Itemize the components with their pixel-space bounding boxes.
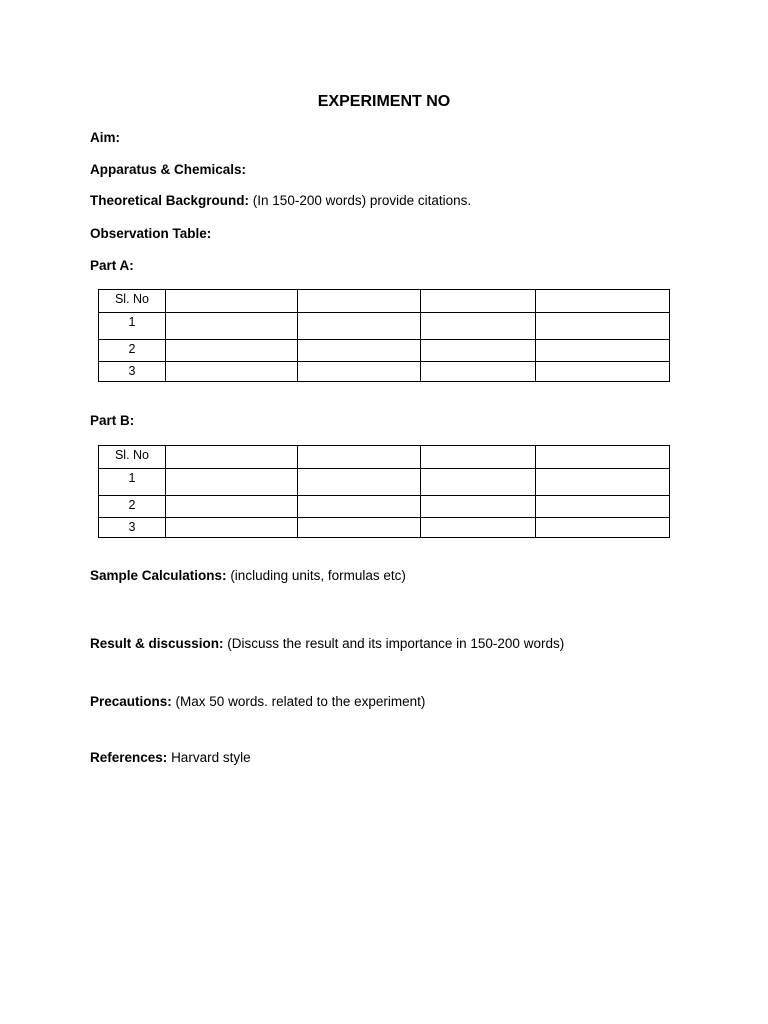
- references-line: [90, 750, 251, 765]
- result-discussion-line: [90, 636, 564, 651]
- table-row: [99, 469, 670, 496]
- table-cell: 1: [99, 469, 166, 496]
- sample-calculations-line: [90, 568, 406, 583]
- table-cell: [166, 290, 298, 313]
- table-cell: [421, 313, 536, 340]
- table-cell: 2: [99, 496, 166, 518]
- table-cell: [166, 496, 298, 518]
- part-a-line: [90, 258, 134, 273]
- precautions-label: Precautions:: [90, 694, 172, 709]
- table-cell: [536, 340, 670, 362]
- table-cell: [421, 496, 536, 518]
- table-cell: [421, 469, 536, 496]
- theoretical-background-line: [90, 193, 471, 208]
- page-title: EXPERIMENT NO: [317, 93, 451, 110]
- part-b-label: Part B:: [90, 413, 135, 428]
- table-cell: [298, 446, 421, 469]
- table-row: [99, 496, 670, 518]
- aim-line: [90, 130, 120, 145]
- table-cell: [298, 313, 421, 340]
- table-cell: [298, 340, 421, 362]
- table-cell: [421, 446, 536, 469]
- table-cell: [536, 446, 670, 469]
- table-cell: 2: [99, 340, 166, 362]
- table-cell: [166, 313, 298, 340]
- references-text: Harvard style: [171, 750, 251, 765]
- apparatus-label: Apparatus & Chemicals:: [90, 162, 247, 177]
- table-cell: [166, 518, 298, 538]
- table-cell: Sl. No: [99, 290, 166, 313]
- table-cell: [166, 340, 298, 362]
- sample-calculations-text: (including units, formulas etc): [230, 568, 406, 583]
- sample-calculations-label: Sample Calculations:: [90, 568, 227, 583]
- table-cell: 3: [99, 518, 166, 538]
- table-cell: [298, 290, 421, 313]
- references-label: References:: [90, 750, 168, 765]
- observation-table-line: [90, 226, 211, 241]
- part-a-label: Part A:: [90, 258, 134, 273]
- table-cell: [298, 518, 421, 538]
- table-cell: [421, 362, 536, 382]
- table-cell: [421, 340, 536, 362]
- observation-table-label: Observation Table:: [90, 226, 212, 241]
- apparatus-line: [90, 162, 246, 177]
- table-header-row: [99, 446, 670, 469]
- table-cell: [298, 362, 421, 382]
- table-row: [99, 340, 670, 362]
- table-cell: [536, 496, 670, 518]
- precautions-text: (Max 50 words. related to the experiment): [175, 694, 426, 709]
- table-row: [99, 313, 670, 340]
- result-discussion-label: Result & discussion:: [90, 636, 224, 651]
- table-cell: [166, 469, 298, 496]
- part-b-table: [98, 445, 670, 538]
- table-header-row: [99, 290, 670, 313]
- table-row: [99, 362, 670, 382]
- table-cell: [166, 446, 298, 469]
- table-cell: [166, 362, 298, 382]
- table-cell: Sl. No: [99, 446, 166, 469]
- table-cell: [421, 290, 536, 313]
- table-cell: [536, 313, 670, 340]
- theoretical-background-label: Theoretical Background:: [90, 193, 250, 208]
- theoretical-background-text: (In 150-200 words) provide citations.: [252, 193, 472, 208]
- aim-label: Aim:: [90, 130, 120, 145]
- table-cell: 3: [99, 362, 166, 382]
- table-row: [99, 518, 670, 538]
- table-cell: [536, 469, 670, 496]
- table-cell: [298, 496, 421, 518]
- table-cell: [536, 290, 670, 313]
- table-cell: [298, 469, 421, 496]
- part-a-table: [98, 289, 670, 382]
- table-cell: 1: [99, 313, 166, 340]
- result-discussion-text: (Discuss the result and its importance in 150-200 words): [227, 636, 565, 651]
- table-cell: [536, 518, 670, 538]
- precautions-line: [90, 694, 425, 709]
- table-cell: [536, 362, 670, 382]
- table-cell: [421, 518, 536, 538]
- part-b-line: [90, 413, 134, 428]
